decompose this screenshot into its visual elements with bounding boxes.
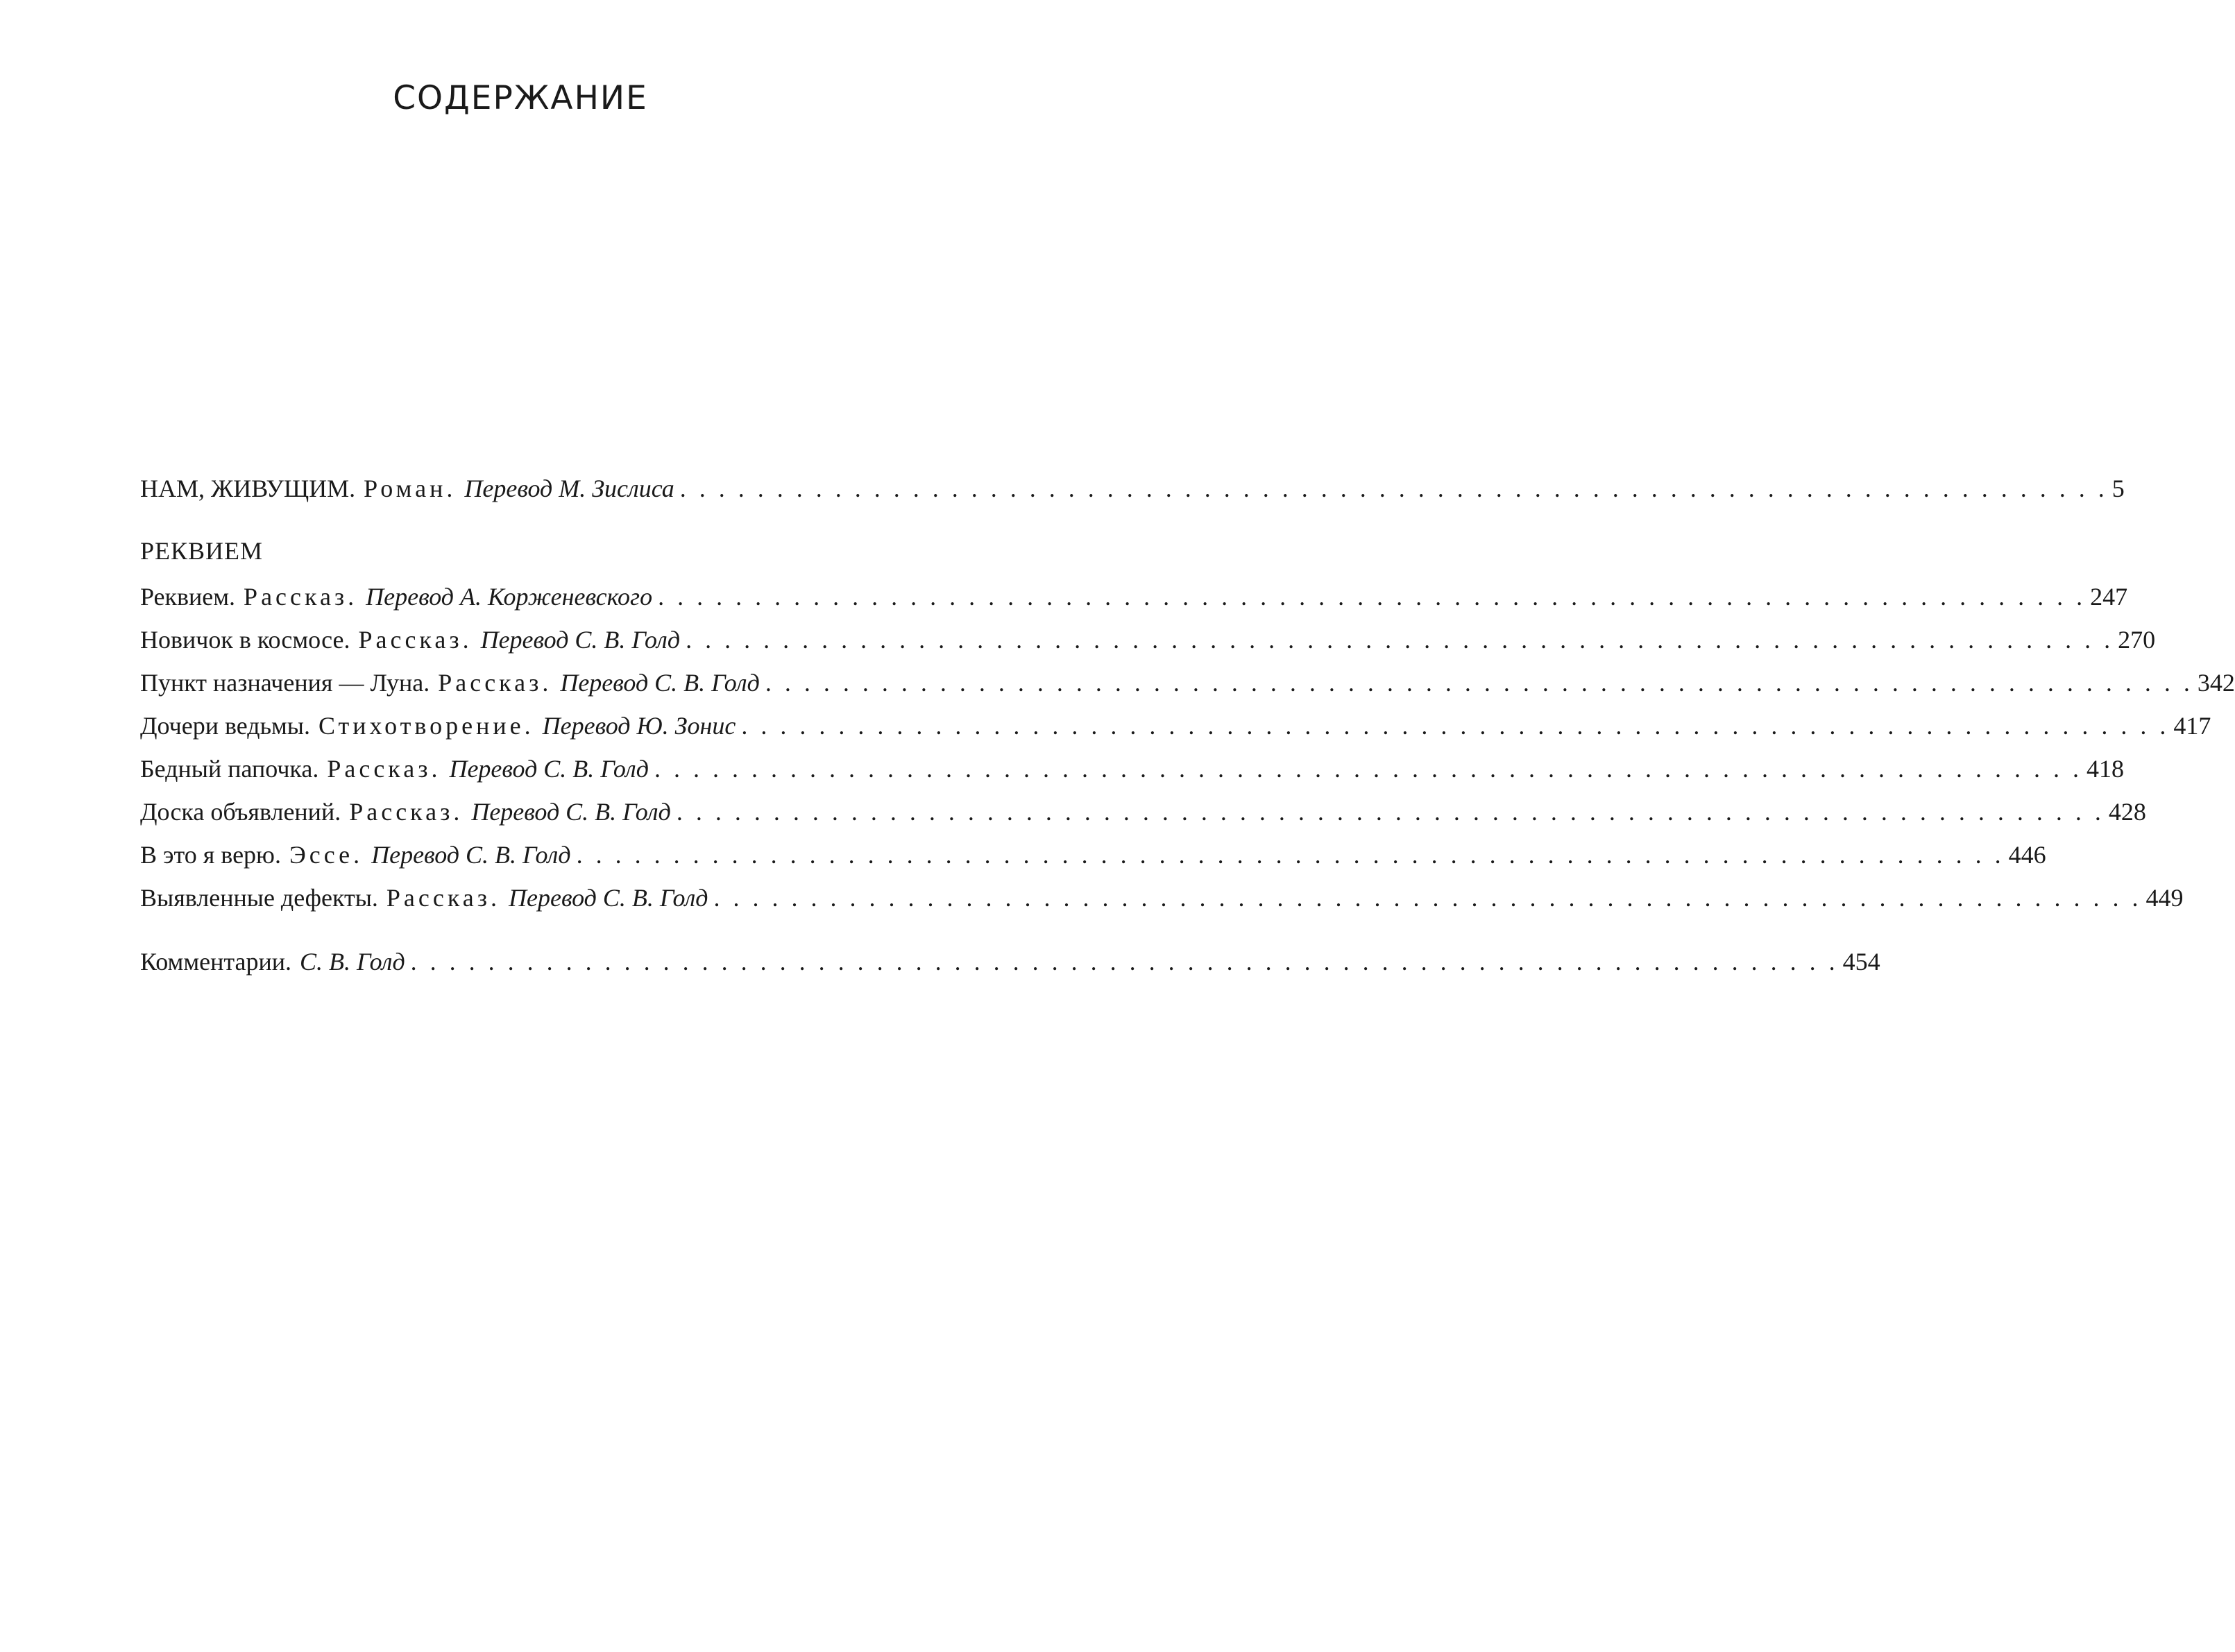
entry-translator: Перевод С. В. Голд bbox=[449, 755, 649, 783]
entry-translator: Перевод С. В. Голд bbox=[480, 626, 681, 654]
toc-entry[interactable] bbox=[140, 666, 2235, 699]
entry-title: Дочери ведьмы. bbox=[140, 712, 310, 740]
toc-entry-novel[interactable] bbox=[140, 472, 2125, 505]
entry-page-number: 446 bbox=[2008, 841, 2046, 869]
entry-translator: Перевод М. Зислиса bbox=[464, 475, 674, 502]
entry-page-number: 342 bbox=[2197, 669, 2235, 697]
entry-page-number: 270 bbox=[2118, 626, 2156, 654]
entry-genre: Роман. bbox=[364, 475, 457, 502]
entry-genre: Рассказ. bbox=[386, 884, 501, 912]
entry-title: Комментарии. bbox=[140, 948, 292, 976]
toc-entry[interactable] bbox=[140, 709, 2211, 742]
toc-entry[interactable] bbox=[140, 795, 2146, 828]
entry-title: Выявленные дефекты. bbox=[140, 884, 378, 912]
entry-genre: Рассказ. bbox=[244, 583, 358, 611]
entry-genre: Эссе. bbox=[289, 841, 364, 869]
entry-genre: Рассказ. bbox=[358, 626, 473, 654]
toc-entry-commentary[interactable] bbox=[140, 945, 1880, 978]
entry-translator: Перевод А. Корженевского bbox=[366, 583, 653, 611]
dot-leader: . . . . . . . . . . . . . . . . . . . . . . . . . . . . . . . . . . . . . . . . . . . . . . . . . . . . . . . . . . . . . . . . . . . . . . . . . . bbox=[410, 948, 1839, 976]
toc-entry[interactable] bbox=[140, 881, 2184, 914]
dot-leader: . . . . . . . . . . . . . . . . . . . . . . . . . . . . . . . . . . . . . . . . . . . . . . . . . . . . . . . . . . . . . . . . . . . . . . . . . . bbox=[741, 712, 2170, 740]
section-heading: РЕКВИЕМ bbox=[140, 537, 264, 565]
entry-genre: Рассказ. bbox=[349, 798, 464, 826]
entry-page-number: 417 bbox=[2173, 712, 2211, 740]
entry-translator: С. В. Голд bbox=[300, 948, 405, 976]
entry-genre: Рассказ. bbox=[438, 669, 552, 697]
toc-entry[interactable] bbox=[140, 752, 2124, 785]
toc-entry[interactable] bbox=[140, 580, 2128, 613]
entry-page-number: 454 bbox=[1842, 948, 1880, 976]
page-title: СОДЕРЖАНИЕ bbox=[393, 79, 648, 117]
entry-translator: Перевод С. В. Голд bbox=[560, 669, 760, 697]
entry-translator: Перевод С. В. Голд bbox=[509, 884, 708, 912]
dot-leader: . . . . . . . . . . . . . . . . . . . . . . . . . . . . . . . . . . . . . . . . . . . . . . . . . . . . . . . . . . . . . . . . . . . . . . . . . . bbox=[686, 626, 2114, 654]
entry-translator: Перевод С. В. Голд bbox=[471, 798, 671, 826]
dot-leader: . . . . . . . . . . . . . . . . . . . . . . . . . . . . . . . . . . . . . . . . . . . . . . . . . . . . . . . . . . . . . . . . . . . . . . . . . . bbox=[654, 755, 2082, 783]
dot-leader: . . . . . . . . . . . . . . . . . . . . . . . . . . . . . . . . . . . . . . . . . . . . . . . . . . . . . . . . . . . . . . . . . . . . . . . . . . bbox=[658, 583, 2087, 611]
entry-page-number: 5 bbox=[2111, 475, 2125, 502]
entry-page-number: 247 bbox=[2090, 583, 2128, 611]
entry-page-number: 449 bbox=[2145, 884, 2184, 912]
toc-entry[interactable] bbox=[140, 838, 2046, 871]
entry-title: НАМ, ЖИВУЩИМ. bbox=[140, 475, 356, 502]
entry-genre: Рассказ. bbox=[327, 755, 441, 783]
entry-genre: Стихотворение. bbox=[318, 712, 534, 740]
dot-leader: . . . . . . . . . . . . . . . . . . . . . . . . . . . . . . . . . . . . . . . . . . . . . . . . . . . . . . . . . . . . . . . . . . . . . . . . . . bbox=[576, 841, 2005, 869]
dot-leader: . . . . . . . . . . . . . . . . . . . . . . . . . . . . . . . . . . . . . . . . . . . . . . . . . . . . . . . . . . . . . . . . . . . . . . . . . . bbox=[676, 798, 2105, 826]
entry-title: В это я верю. bbox=[140, 841, 281, 869]
dot-leader: . . . . . . . . . . . . . . . . . . . . . . . . . . . . . . . . . . . . . . . . . . . . . . . . . . . . . . . . . . . . . . . . . . . . . . . . . . bbox=[713, 884, 2142, 912]
entry-title: Пункт назначения — Луна. bbox=[140, 669, 430, 697]
entry-title: Бедный папочка. bbox=[140, 755, 319, 783]
entry-page-number: 418 bbox=[2086, 755, 2124, 783]
entry-translator: Перевод Ю. Зонис bbox=[542, 712, 736, 740]
toc-entry[interactable] bbox=[140, 623, 2156, 656]
entry-page-number: 428 bbox=[2108, 798, 2146, 826]
entry-title: Новичок в космосе. bbox=[140, 626, 350, 654]
dot-leader: . . . . . . . . . . . . . . . . . . . . . . . . . . . . . . . . . . . . . . . . . . . . . . . . . . . . . . . . . . . . . . . . . . . . . . . . . . bbox=[679, 475, 2108, 502]
entry-translator: Перевод С. В. Голд bbox=[371, 841, 571, 869]
entry-title: Реквием. bbox=[140, 583, 236, 611]
entry-title: Доска объявлений. bbox=[140, 798, 341, 826]
dot-leader: . . . . . . . . . . . . . . . . . . . . . . . . . . . . . . . . . . . . . . . . . . . . . . . . . . . . . . . . . . . . . . . . . . . . . . . . . . bbox=[765, 669, 2193, 697]
